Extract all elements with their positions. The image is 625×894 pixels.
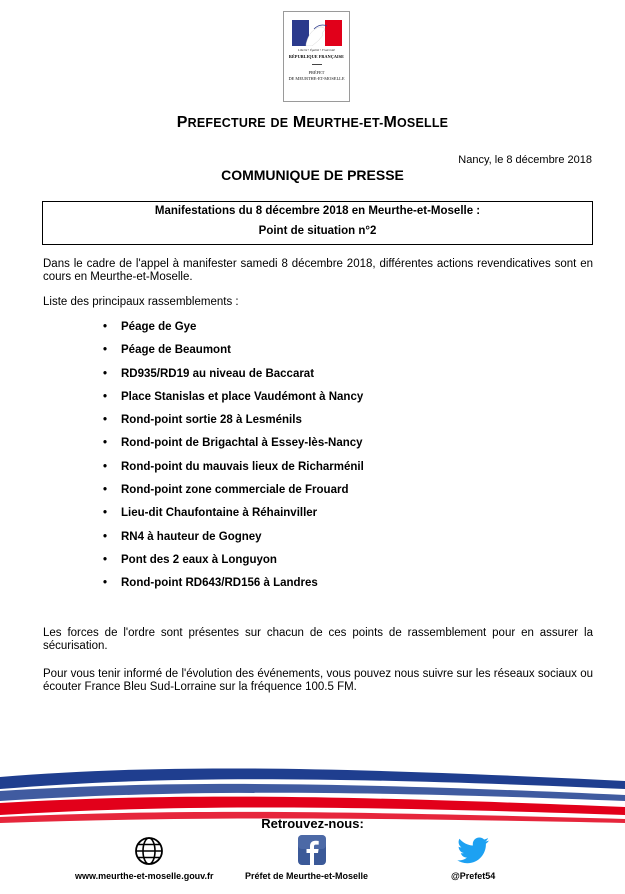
bullet: • bbox=[103, 344, 108, 357]
bullet: • bbox=[103, 390, 108, 403]
bullet: • bbox=[103, 437, 108, 450]
rally-name: Rond-point RD643/RD156 à Landres bbox=[121, 577, 318, 590]
rally-name: RD935/RD19 au niveau de Baccarat bbox=[121, 367, 315, 380]
rally-name: Rond-point zone commerciale de Frouard bbox=[121, 484, 349, 497]
list-item bbox=[103, 576, 364, 599]
tricolour-swoosh bbox=[0, 755, 625, 825]
prefecture-title bbox=[0, 114, 625, 132]
list-item bbox=[103, 506, 364, 529]
twitter-link[interactable]: @Prefet54 bbox=[451, 871, 496, 881]
title-part: P bbox=[176, 114, 188, 131]
rally-name: RN4 à hauteur de Gogney bbox=[121, 530, 262, 543]
rally-name: Pont des 2 eaux à Longuyon bbox=[121, 553, 277, 566]
list-item bbox=[103, 553, 364, 576]
bullet: • bbox=[103, 577, 108, 590]
rally-name: Péage de Gye bbox=[121, 321, 197, 333]
title-part: M bbox=[383, 114, 397, 131]
rally-list bbox=[103, 320, 364, 600]
title-part: -ET- bbox=[359, 116, 384, 130]
rally-name: Péage de Beaumont bbox=[121, 344, 231, 357]
bullet: • bbox=[103, 321, 108, 333]
list-item bbox=[103, 367, 364, 390]
subject-line-1: Manifestations du 8 décembre 2018 en Meurthe-et-Moselle : bbox=[154, 205, 481, 217]
website-link[interactable]: www.meurthe-et-moselle.gouv.fr bbox=[75, 871, 214, 881]
facebook-link[interactable]: Préfet de Meurthe-et-Moselle bbox=[245, 871, 369, 881]
republic-name: RÉPUBLIQUE FRANÇAISE bbox=[288, 54, 345, 59]
list-item bbox=[103, 320, 364, 343]
prefect-label: PRÉFET bbox=[308, 70, 325, 75]
list-item bbox=[103, 530, 364, 553]
logo-divider bbox=[312, 64, 322, 65]
title-part: REFECTURE bbox=[187, 116, 266, 130]
title-part: EURTHE bbox=[306, 116, 360, 130]
bullet: • bbox=[103, 367, 108, 380]
title-part: OSELLE bbox=[397, 116, 449, 130]
marianne-flag-icon bbox=[292, 20, 342, 46]
list-item bbox=[103, 343, 364, 366]
bullet: • bbox=[103, 414, 108, 427]
follow-us-title: Retrouvez-nous: bbox=[261, 816, 364, 831]
subject-box bbox=[42, 201, 593, 245]
bullet: • bbox=[103, 530, 108, 543]
prefecture-logo bbox=[283, 11, 350, 102]
list-intro: Liste des principaux rassemblements : bbox=[43, 296, 239, 308]
title-part: DE bbox=[270, 116, 289, 130]
date-line: Nancy, le 8 décembre 2018 bbox=[458, 154, 592, 166]
press-release-title: COMMUNIQUE DE PRESSE bbox=[221, 167, 404, 183]
list-item bbox=[103, 436, 364, 459]
rally-name: Rond-point sortie 28 à Lesménils bbox=[121, 414, 302, 427]
title-part: M bbox=[292, 114, 307, 131]
intro-paragraph: Dans le cadre de l'appel à manifester samedi 8 décembre 2018, différentes actions revendicatives sont en cours en Meurthe-et-Moselle. bbox=[43, 258, 593, 283]
facebook-icon[interactable] bbox=[297, 834, 327, 866]
subject-line-2: Point de situation n°2 bbox=[258, 225, 377, 237]
list-item bbox=[103, 460, 364, 483]
republic-motto: Liberté • Égalité • Fraternité bbox=[298, 48, 335, 52]
bullet: • bbox=[103, 484, 108, 497]
list-item bbox=[103, 390, 364, 413]
rally-name: Place Stanislas et place Vaudémont à Nancy bbox=[121, 390, 364, 403]
forces-paragraph: Les forces de l'ordre sont présentes sur chacun de ces points de rassemblement pour en assurer la sécurisation. bbox=[43, 627, 593, 652]
rally-name: Rond-point de Brigachtal à Essey-lès-Nancy bbox=[121, 437, 363, 450]
list-item bbox=[103, 413, 364, 436]
bullet: • bbox=[103, 507, 108, 520]
twitter-bird-icon[interactable] bbox=[456, 836, 490, 866]
rally-name: Rond-point du mauvais lieux de Richarménil bbox=[121, 460, 364, 473]
prefect-department: DE MEURTHE-ET-MOSELLE bbox=[288, 76, 345, 81]
social-paragraph: Pour vous tenir informé de l'évolution des événements, vous pouvez nous suivre sur les réseaux sociaux ou écouter France Bleu Sud-Lorraine sur la fréquence 100.5 FM. bbox=[43, 668, 593, 693]
globe-icon[interactable] bbox=[134, 836, 164, 866]
bullet: • bbox=[103, 460, 108, 473]
rally-name: Lieu-dit Chaufontaine à Réhainviller bbox=[121, 507, 318, 520]
list-item bbox=[103, 483, 364, 506]
bullet: • bbox=[103, 553, 108, 566]
